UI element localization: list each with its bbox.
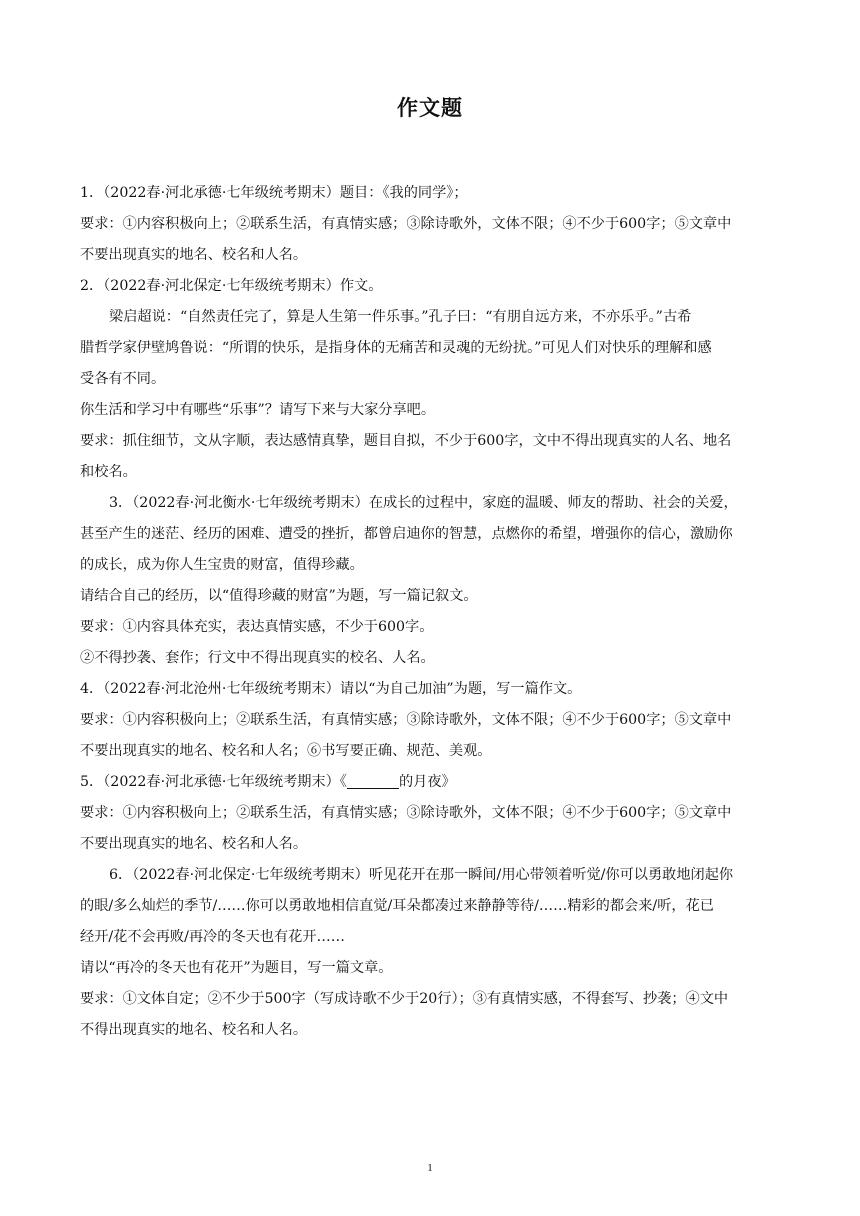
question-6-requirement-cont: 不得出现真实的地名、校名和人名。 [80,1022,308,1038]
question-3-requirement-2: ②不得抄袭、套作；行文中不得出现真实的校名、人名。 [80,650,435,666]
essay-questions [80,178,780,1046]
question-4-requirement: 要求：①内容积极向上；②联系生活，有真情实感；③除诗歌外，文体不限；④不少于600字；⑤文章中 [80,712,732,728]
question-6-heading: 6．（2022春·河北保定·七年级统考期末）听见花开在那一瞬间/用心带领着听觉/你可以勇敢地闭起你 [109,867,734,883]
question-3-heading: 3．（2022春·河北衡水·七年级统考期末）在成长的过程中，家庭的温暖、师友的帮助、社会的关爱， [109,495,738,511]
question-6-material-end: 经开/花不会再败/再冷的冬天也有花开…… [80,929,345,945]
question-6-material: 的眼/多么灿烂的季节/……你可以勇敢地相信直觉/耳朵都凑过来静静等待/……精彩的都会来/听，花已 [80,898,714,914]
title-blank [347,772,399,789]
question-2-material-cont: 腊哲学家伊壁鸠鲁说：“所谓的快乐，是指身体的无痛苦和灵魂的无纷扰。”可见人们对快乐的理解和感 [80,340,712,356]
question-2-prompt: 你生活和学习中有哪些“乐事”？请写下来与大家分享吧。 [80,402,436,418]
question-5-heading-end: 的月夜》 [398,774,456,790]
question-5-requirement: 要求：①内容积极向上；②联系生活，有真情实感；③除诗歌外，文体不限；④不少于600字；⑤文章中 [80,805,732,821]
question-2-requirement-cont: 和校名。 [80,464,137,480]
question-3-material: 甚至产生的迷茫、经历的困难、遭受的挫折，都曾启迪你的智慧，点燃你的希望，增强你的信心，激励你 [80,526,733,542]
question-6-prompt: 请以“再冷的冬天也有花开”为题目，写一篇文章。 [80,960,393,976]
page-title: 作文题 [397,96,463,120]
question-3-material-end: 的成长，成为你人生宝贵的财富，值得珍藏。 [80,557,364,573]
question-2-material-end: 受各有不同。 [80,371,166,387]
question-3-requirement-1: 要求：①内容具体充实，表达真情实感，不少于600字。 [80,619,434,635]
question-4-requirement-cont: 不要出现真实的地名、校名和人名；⑥书写要正确、规范、美观。 [80,743,492,759]
question-5-heading [80,767,780,798]
question-3-prompt: 请结合自己的经历，以“值得珍藏的财富”为题，写一篇记叙文。 [80,588,478,604]
question-1-heading: 1．（2022春·河北承德·七年级统考期末）题目：《我的同学》； [80,185,468,201]
question-5-heading-start: 5．（2022春·河北承德·七年级统考期末）《 [80,774,347,790]
question-6-requirement: 要求：①文体自定；②不少于500字（写成诗歌不少于20行）；③有真情实感，不得套写、抄袭；④文中 [80,991,729,1007]
question-2-requirement: 要求：抓住细节，文从字顺，表达感情真挚，题目自拟，不少于600字，文中不得出现真实的人名、地名 [80,433,732,449]
question-1-requirement-cont: 不要出现真实的地名、校名和人名。 [80,247,308,263]
page-number: 1 [427,1162,433,1174]
question-1-requirement: 要求：①内容积极向上；②联系生活，有真情实感；③除诗歌外，文体不限；④不少于600字；⑤文章中 [80,216,732,232]
question-5-requirement-cont: 不要出现真实的地名、校名和人名。 [80,836,308,852]
question-2-material: 梁启超说：“自然责任完了，算是人生第一件乐事。”孔子曰：“有朋自远方来，不亦乐乎。”古希 [109,309,692,325]
question-2-heading: 2．（2022春·河北保定·七年级统考期末）作文。 [80,278,383,294]
question-4-heading: 4．（2022春·河北沧州·七年级统考期末）请以“为自己加油”为题，写一篇作文。 [80,681,582,697]
